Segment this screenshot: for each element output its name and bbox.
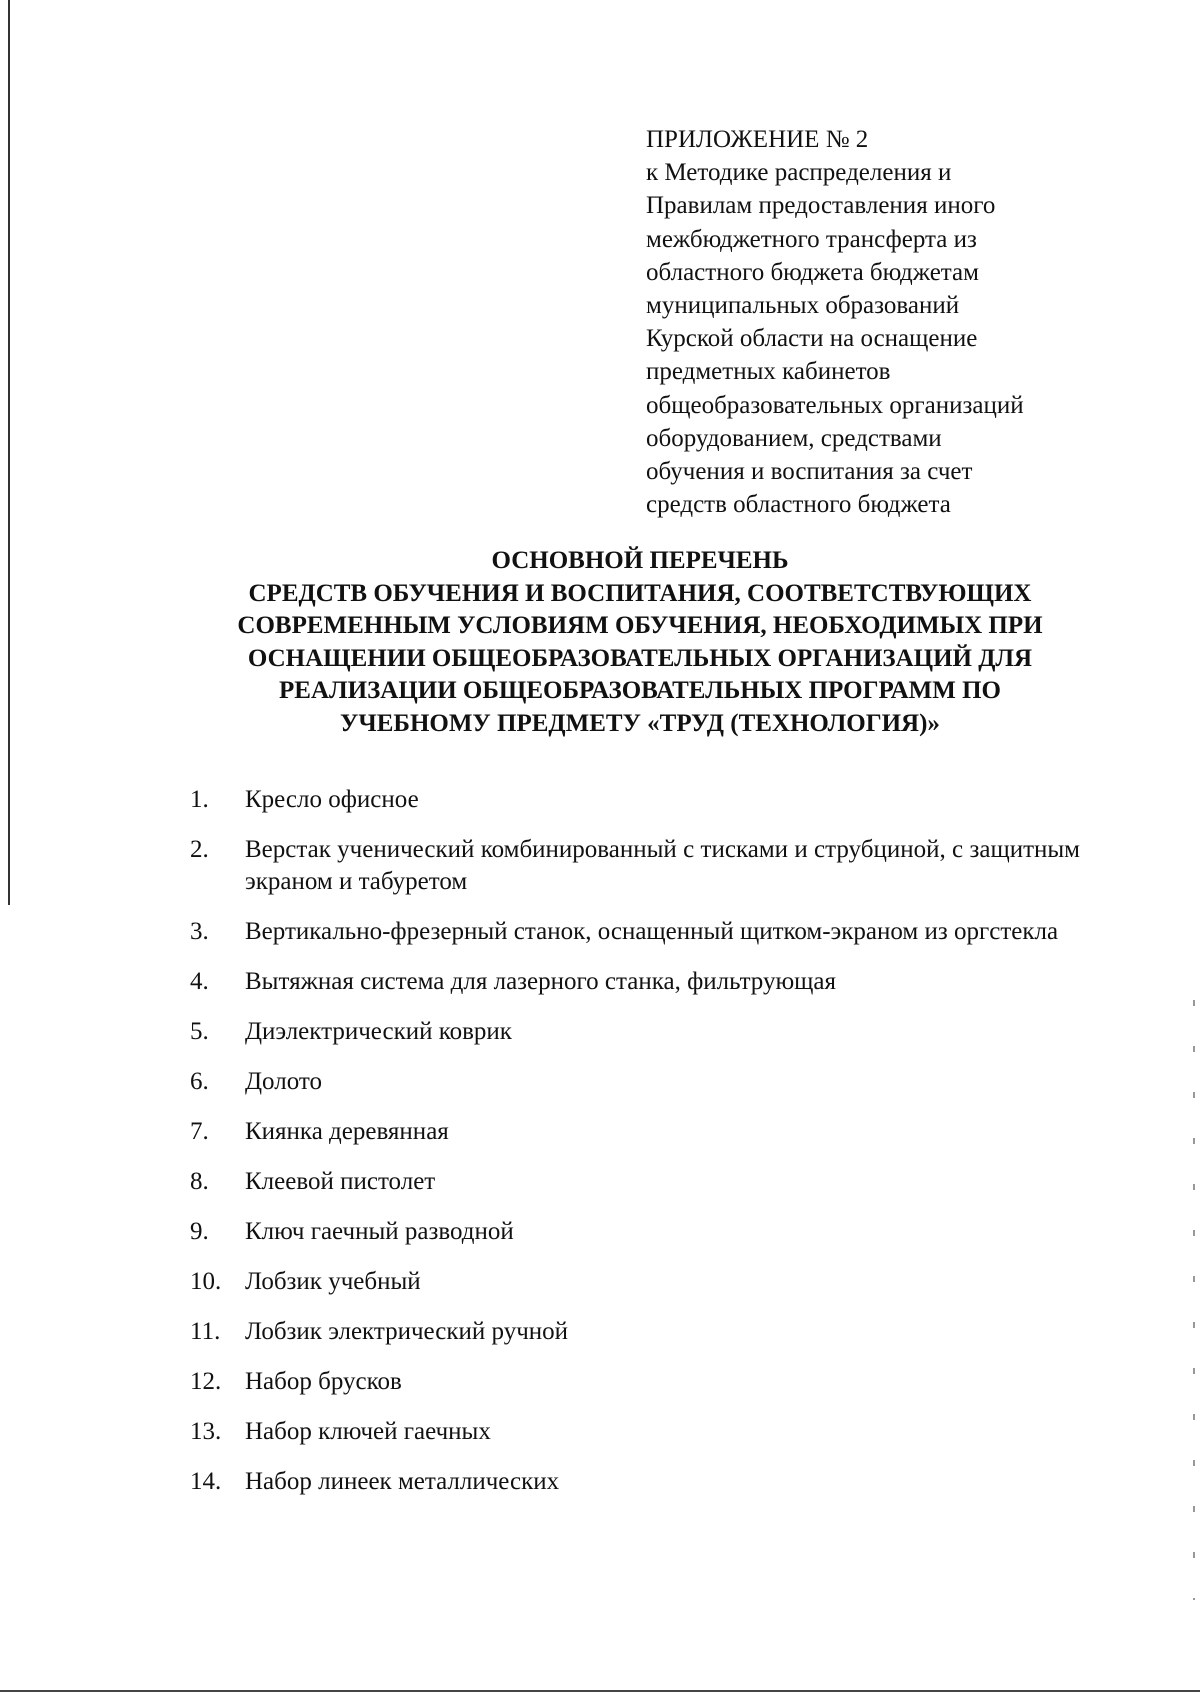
item-text: Вертикально-фрезерный станок, оснащенный щитком-экраном из оргстекла [245,918,1059,945]
item-number: 13. [190,1418,222,1445]
list-item [190,916,1080,948]
document-heading [150,545,1130,740]
list-item [190,1316,1080,1348]
item-number: 8. [190,1168,209,1195]
heading-line: УЧЕБНОМУ ПРЕДМЕТУ «ТРУД (ТЕХНОЛОГИЯ)» [340,709,940,737]
list-item [190,966,1080,998]
item-text: Набор брусков [245,1368,402,1395]
scan-edge-left [8,0,10,905]
item-text: Кресло офисное [245,786,419,813]
list-item [190,1466,1080,1498]
list-item [190,1066,1080,1098]
list-item [190,1166,1080,1198]
list-item [190,784,1080,816]
item-number: 9. [190,1218,209,1245]
appendix-block [646,123,1106,521]
item-number: 3. [190,918,209,945]
item-text: Набор ключей гаечных [245,1418,491,1445]
item-number: 4. [190,968,209,995]
item-number: 1. [190,786,209,813]
item-text: Верстак ученический комбинированный с тисками и струбциной, с защитным экраном и табуретом [245,836,1080,895]
list-item [190,1016,1080,1048]
heading-line: РЕАЛИЗАЦИИ ОБЩЕОБРАЗОВАТЕЛЬНЫХ ПРОГРАММ ПО [279,677,1001,704]
list-item [190,1266,1080,1298]
appendix-line: общеобразовательных организаций [646,391,1024,419]
appendix-line: муниципальных образований [646,292,960,320]
list-item [190,834,1080,898]
appendix-line: областного бюджета бюджетам [646,258,979,286]
list-item [190,1216,1080,1248]
item-number: 10. [190,1268,222,1295]
heading-line: ОСНАЩЕНИИ ОБЩЕОБРАЗОВАТЕЛЬНЫХ ОРГАНИЗАЦИЙ ДЛЯ [247,644,1033,672]
item-number: 14. [190,1468,222,1495]
item-number: 6. [190,1068,209,1095]
item-text: Диэлектрический коврик [245,1018,512,1045]
appendix-line: предметных кабинетов [646,358,891,386]
heading-line: СОВРЕМЕННЫМ УСЛОВИЯМ ОБУЧЕНИЯ, НЕОБХОДИМЫХ ПРИ [237,612,1043,639]
item-text: Ключ гаечный разводной [245,1218,514,1245]
scan-edge-bottom [0,1690,1200,1692]
appendix-line: межбюджетного трансферта из [646,225,977,253]
item-text: Набор линеек металлических [245,1468,560,1495]
item-text: Долото [245,1068,322,1095]
item-text: Вытяжная система для лазерного станка, фильтрующая [245,968,836,995]
scan-marks-right [1193,1000,1195,1600]
item-number: 11. [190,1318,221,1345]
appendix-line: Курской области на оснащение [646,325,978,353]
items-list [190,784,1080,1498]
appendix-line: Правилам предоставления иного [646,192,996,220]
item-number: 12. [190,1368,222,1395]
item-text: Клеевой пистолет [245,1168,436,1195]
list-item [190,1116,1080,1148]
item-number: 5. [190,1018,209,1045]
item-text: Киянка деревянная [245,1118,449,1145]
item-text: Лобзик электрический ручной [245,1318,569,1345]
item-text: Лобзик учебный [245,1268,421,1295]
item-number: 7. [190,1118,209,1145]
heading-line: ОСНОВНОЙ ПЕРЕЧЕНЬ [491,547,789,574]
list-item [190,1366,1080,1398]
appendix-line: к Методике распределения и [646,159,952,187]
heading-line: СРЕДСТВ ОБУЧЕНИЯ И ВОСПИТАНИЯ, СООТВЕТСТВУЮЩИХ [248,579,1032,607]
appendix-line: ПРИЛОЖЕНИЕ № 2 [646,126,869,153]
list-item [190,1416,1080,1448]
appendix-line: обучения и воспитания за счет [646,458,973,486]
appendix-line: средств областного бюджета [646,491,951,519]
item-number: 2. [190,836,209,863]
appendix-line: оборудованием, средствами [646,424,942,452]
